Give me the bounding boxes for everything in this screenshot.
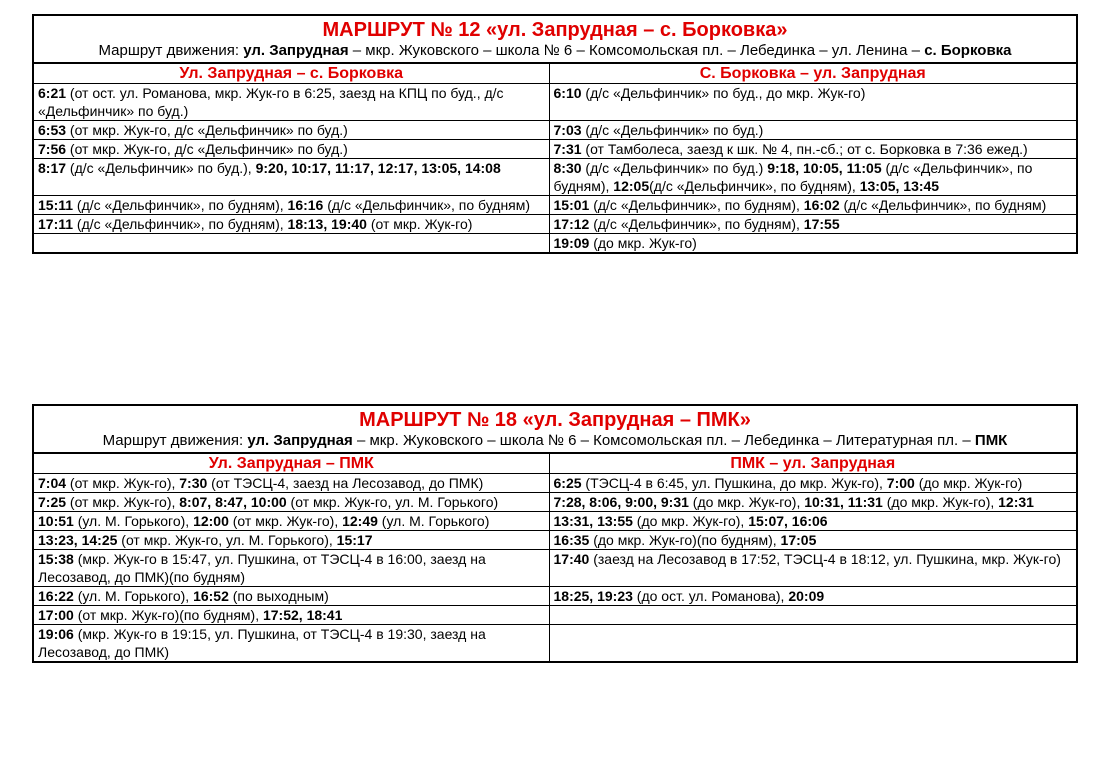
departure-note: (от ТЭСЦ-4, заезд на Лесозавод, до ПМК) [207,475,484,491]
schedule-cell-right [549,121,1076,140]
schedule-cell-left [34,625,549,662]
departure-time: 17:55 [803,216,840,232]
schedule-cell-right [549,140,1076,159]
departure-time: 16:02 [803,197,840,213]
departure-note: (до мкр. Жук-го), [882,494,999,510]
departure-time: 6:25 [553,475,582,491]
schedule-cell-left [34,159,549,196]
departure-time: 6:53 [38,122,67,138]
schedule-row [34,587,1076,606]
departure-time: 17:52, 18:41 [262,607,343,623]
departure-note: (д/с «Дельфинчик», по будням), [73,216,288,232]
route-12-block [32,14,1078,254]
departure-time: 7:04 [38,475,67,491]
departure-note: (до ост. ул. Романова), [632,588,789,604]
departure-note: (д/с «Дельфинчик», по будням) [839,197,1047,213]
departure-time: 17:40 [553,551,590,567]
schedule-cell-left [34,84,549,121]
schedule-cell-left [34,140,549,159]
departure-time: 17:00 [38,607,74,623]
schedule-row [34,512,1076,531]
schedule-cell-right [549,84,1076,121]
departure-time: 13:05, 13:45 [859,178,940,194]
schedule-cell-left [34,121,549,140]
schedule-cell-left [34,234,549,253]
schedule-row [34,531,1076,550]
departure-time: 15:07, 16:06 [748,513,828,529]
departure-note: (д/с «Дельфинчик», по будням), [649,178,860,194]
schedule-row [34,234,1076,253]
departure-note: (д/с «Дельфинчик», по будням), [589,216,804,232]
route-12-schedule-table [34,64,1076,252]
departure-note: (от мкр. Жук-го, ул. М. Горького), [117,532,337,548]
schedule-cell-right [549,606,1076,625]
schedule-cell-right [549,587,1076,606]
departure-note: (мкр. Жук-го в 19:15, ул. Пушкина, от ТЭСЦ-4 в 19:30, заезд на Лесозавод, до ПМК) [38,626,486,660]
schedule-row [34,121,1076,140]
route-18-path [38,432,1072,450]
schedule-row [34,84,1076,121]
departure-time: 17:12 [553,216,590,232]
schedule-cell-left [34,606,549,625]
route-18-path-label: Маршрут движения: [102,432,244,449]
departure-time: 7:28, 8:06, 9:00, 9:31 [553,494,689,510]
departure-note: (д/с «Дельфинчик», по будням) [323,197,531,213]
departure-note: (до мкр. Жук-го)(по будням), [589,532,781,548]
departure-note: (от мкр. Жук-го, д/с «Дельфинчик» по буд.) [66,141,348,157]
route-18-header [34,406,1076,454]
departure-note: (до мкр. Жук-го) [914,475,1023,491]
departure-time: 9:18, 10:05, 11:05 [767,160,882,176]
route-18-schedule-table [34,454,1076,661]
route-18-title: МАРШРУТ № 18 «ул. Запрудная – ПМК» [359,409,751,431]
schedule-cell-right [549,512,1076,531]
departure-time: 20:09 [788,588,825,604]
departure-time: 12:05 [613,178,650,194]
schedule-row [34,215,1076,234]
departure-note: (до мкр. Жук-го) [589,235,697,251]
departure-time: 16:52 [193,588,229,604]
departure-time: 15:01 [553,197,590,213]
departure-note: (д/с «Дельфинчик», по будням), [73,197,288,213]
departure-time: 6:21 [38,85,67,101]
route-12-path-end: с. Борковка [924,42,1012,59]
route-18-path-start: ул. Запрудная [247,432,353,449]
departure-note: (от мкр. Жук-го)(по будням), [73,607,263,623]
departure-time: 15:17 [336,532,373,548]
departure-time: 16:35 [553,532,590,548]
route-12-path [38,42,1072,60]
departure-time: 18:25, 19:23 [553,588,633,604]
route-12-path-start: ул. Запрудная [243,42,349,59]
route-18-path-end: ПМК [974,432,1008,449]
schedule-cell-right [549,196,1076,215]
schedule-cell-right [549,550,1076,587]
schedule-cell-left [34,215,549,234]
schedule-cell-left [34,587,549,606]
departure-time: 19:06 [38,626,74,642]
schedule-cell-right [549,474,1076,493]
departure-note: (ул. М. Горького), [73,588,194,604]
route-12-col-left-header: Ул. Запрудная – с. Борковка [34,64,549,84]
schedule-row [34,140,1076,159]
departure-time: 8:07, 8:47, 10:00 [179,494,287,510]
departure-note: (от мкр. Жук-го), [66,475,180,491]
route-18-rows [34,474,1076,662]
departure-note: (до мкр. Жук-го), [632,513,749,529]
departure-note: (по выходным) [228,588,329,604]
departure-note: (от мкр. Жук-го), [66,494,180,510]
departure-note: (д/с «Дельфинчик» по буд.) [581,122,764,138]
departure-note: (от мкр. Жук-го, д/с «Дельфинчик» по буд.) [66,122,348,138]
schedule-cell-right [549,234,1076,253]
departure-note: (д/с «Дельфинчик», по будням), [553,160,1033,194]
departure-time: 16:22 [38,588,74,604]
schedule-cell-left [34,493,549,512]
schedule-row [34,550,1076,587]
route-18-path-mid: – мкр. Жуковского – школа № 6 – Комсомольская пл. – Лебединка – Литературная пл. – [356,432,971,449]
schedule-cell-right [549,625,1076,662]
schedule-cell-left [34,550,549,587]
departure-time: 17:05 [780,532,817,548]
route-18-block [32,404,1078,663]
departure-time: 10:51 [38,513,74,529]
departure-time: 19:09 [553,235,590,251]
departure-time: 17:11 [38,216,74,232]
departure-note: (мкр. Жук-го в 15:47, ул. Пушкина, от ТЭСЦ-4 в 16:00, заезд на Лесозавод, до ПМК)(по будням) [38,551,486,585]
schedule-cell-right [549,531,1076,550]
schedule-cell-left [34,531,549,550]
departure-time: 12:49 [342,513,378,529]
schedule-cell-left [34,196,549,215]
departure-note: (от Тамболеса, заезд к шк. № 4, пн.-сб.; от с. Борковка в 7:36 ежед.) [581,141,1028,157]
departure-time: 7:03 [553,122,582,138]
departure-time: 8:30 [553,160,582,176]
departure-time: 15:11 [38,197,74,213]
schedule-cell-right [549,215,1076,234]
schedule-cell-left [34,512,549,531]
schedule-cell-right [549,493,1076,512]
schedule-row [34,606,1076,625]
departure-note: (до мкр. Жук-го), [688,494,805,510]
departure-time: 13:23, 14:25 [38,532,118,548]
schedule-cell-left [34,474,549,493]
schedule-row [34,474,1076,493]
departure-time: 15:38 [38,551,74,567]
departure-time: 6:10 [553,85,582,101]
route-18-col-left-header: Ул. Запрудная – ПМК [34,454,549,474]
schedule-row [34,625,1076,662]
departure-note: (д/с «Дельфинчик» по буд.) [581,160,768,176]
departure-note: (ТЭСЦ-4 в 6:45, ул. Пушкина, до мкр. Жук-го), [581,475,887,491]
departure-note: (от мкр. Жук-го), [228,513,343,529]
departure-time: 13:31, 13:55 [553,513,633,529]
departure-time: 16:16 [287,197,324,213]
departure-time: 7:31 [553,141,582,157]
departure-note: (от мкр. Жук-го) [366,216,473,232]
departure-time: 12:31 [998,494,1034,510]
departure-note: (ул. М. Горького), [73,513,194,529]
departure-time: 7:00 [886,475,915,491]
route-12-rows [34,84,1076,253]
departure-note: (д/с «Дельфинчик», по будням), [589,197,804,213]
route-12-path-label: Маршрут движения: [98,42,240,59]
departure-note: (заезд на Лесозавод в 17:52, ТЭСЦ-4 в 18:12, ул. Пушкина, мкр. Жук-го) [589,551,1061,567]
departure-time: 12:00 [193,513,229,529]
schedule-row [34,493,1076,512]
route-18-col-right-header: ПМК – ул. Запрудная [549,454,1076,474]
schedule-cell-right [549,159,1076,196]
departure-note: (от мкр. Жук-го, ул. М. Горького) [286,494,499,510]
departure-note: (д/с «Дельфинчик» по буд.), [66,160,256,176]
departure-time: 18:13, 19:40 [287,216,367,232]
route-12-path-mid: – мкр. Жуковского – школа № 6 – Комсомольская пл. – Лебединка – ул. Ленина – [352,42,921,59]
route-12-col-right-header: С. Борковка – ул. Запрудная [549,64,1076,84]
departure-time: 8:17 [38,160,67,176]
route-12-title: МАРШРУТ № 12 «ул. Запрудная – с. Борковка» [322,19,788,41]
departure-time: 7:30 [179,475,208,491]
schedule-row [34,196,1076,215]
route-12-header [34,16,1076,64]
departure-note: (д/с «Дельфинчик» по буд., до мкр. Жук-го) [581,85,866,101]
departure-time: 7:56 [38,141,67,157]
departure-note: (ул. М. Горького) [377,513,490,529]
departure-time: 9:20, 10:17, 11:17, 12:17, 13:05, 14:08 [255,160,501,176]
departure-time: 10:31, 11:31 [804,494,883,510]
departure-time: 7:25 [38,494,67,510]
departure-note: (от ост. ул. Романова, мкр. Жук-го в 6:25, заезд на КПЦ по буд., д/с «Дельфинчик» по буд.) [38,85,504,119]
schedule-row [34,159,1076,196]
